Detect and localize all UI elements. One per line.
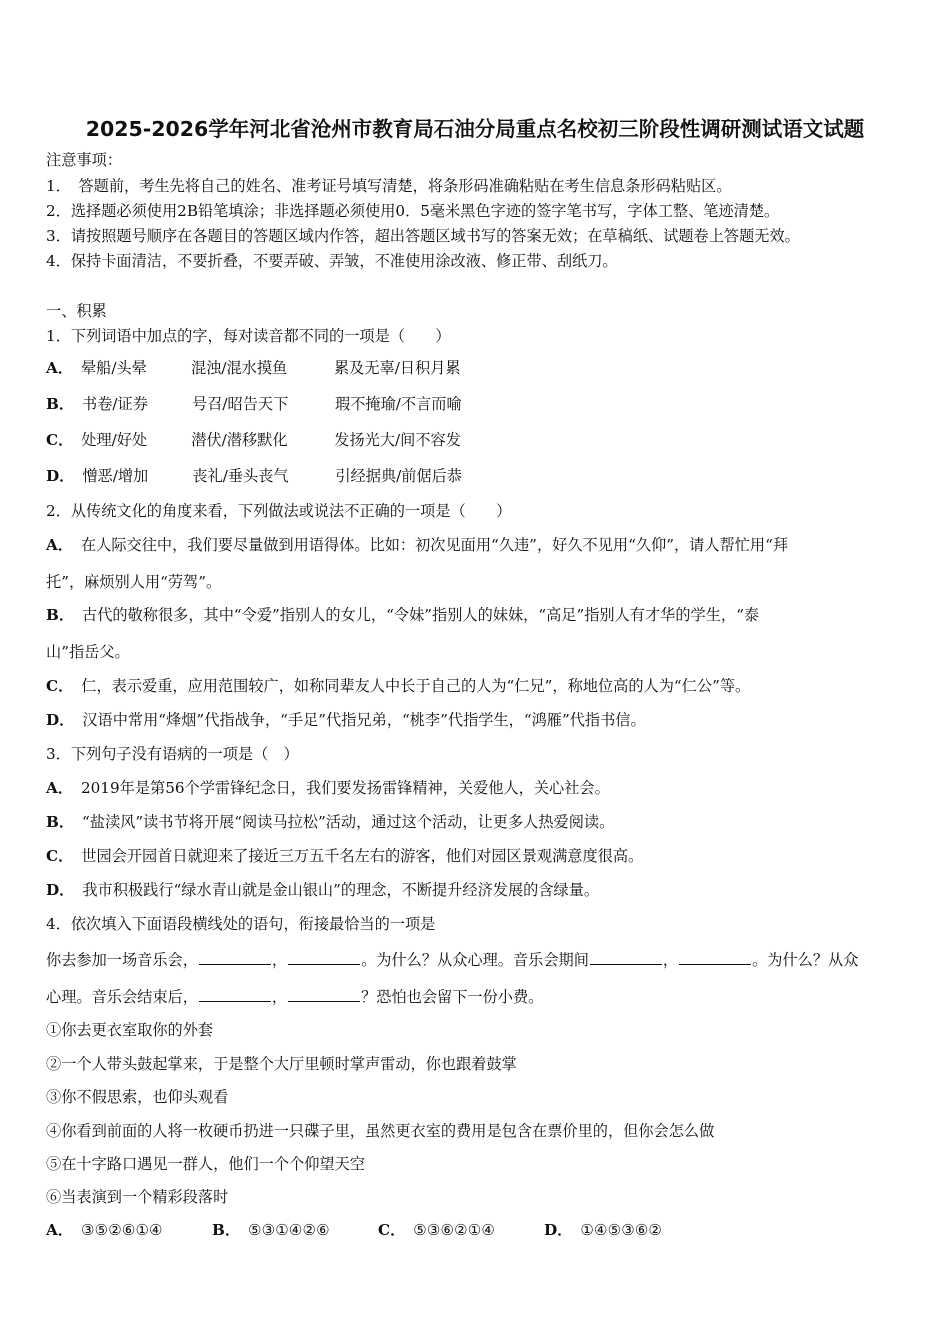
paragraph-text: ， <box>662 951 679 969</box>
option-text: 古代的敬称很多，其中“令爱”指别人的女儿，“令妹”指别人的妹妹，“高足”指别人有才华的学生，“泰 <box>82 606 760 624</box>
option-word-pair: 发扬光大/间不容发 <box>334 431 461 449</box>
q4-sentence-item: ②一个人带头鼓起掌来，于是整个大厅里顿时掌声雷动，你也跟着鼓掌 <box>46 1055 517 1073</box>
fill-blank[interactable] <box>679 950 751 965</box>
q4-paragraph-line-1 <box>46 950 858 970</box>
option-label: A． <box>46 1221 73 1239</box>
q2-option-a[interactable] <box>46 535 788 555</box>
option-label: D． <box>46 711 75 729</box>
option-text: ①④⑤③⑥② <box>580 1221 663 1239</box>
q3-option-c[interactable] <box>46 846 643 866</box>
option-label: C． <box>46 431 74 449</box>
paragraph-text: ？恐怕也会留下一份小费。 <box>361 988 544 1006</box>
option-label: B． <box>212 1221 241 1239</box>
option-text: 汉语中常用“烽烟”代指战争，“手足”代指兄弟，“桃李”代指学生，“鸿雁”代指书信。 <box>82 711 646 729</box>
notice-item: 3．请按照题号顺序在各题目的答题区域内作答，超出答题区域书写的答案无效；在草稿纸、试题卷上答题无效。 <box>46 227 800 245</box>
notice-item: 2．选择题必须使用2B铅笔填涂；非选择题必须使用0．5毫米黑色字迹的签字笔书写，字体工整、笔迹清楚。 <box>46 202 780 220</box>
fill-blank[interactable] <box>199 987 271 1002</box>
option-label: B． <box>46 813 75 831</box>
q4-sentence-item: ④你看到前面的人将一枚硬币扔进一只碟子里，虽然更衣室的费用是包含在票价里的，但你会怎么做 <box>46 1122 715 1140</box>
paragraph-text: 你去参加一场音乐会， <box>46 951 198 969</box>
notice-heading: 注意事项： <box>46 151 122 169</box>
q4-paragraph-line-2 <box>46 987 543 1007</box>
q2-option-d[interactable] <box>46 710 646 730</box>
q1-option-a[interactable] <box>46 358 461 378</box>
option-label: A． <box>46 536 73 554</box>
option-word-pair: 混浊/混水摸鱼 <box>190 359 288 377</box>
q4-sentence-item: ③你不假思索，也仰头观看 <box>46 1088 229 1106</box>
q4-options <box>46 1220 662 1240</box>
fill-blank[interactable] <box>590 950 662 965</box>
option-text: “盐渎风”读书节将开展“阅读马拉松”活动，通过这个活动，让更多人热爱阅读。 <box>82 813 615 831</box>
option-text: ③⑤②⑥①④ <box>80 1221 163 1239</box>
fill-blank[interactable] <box>288 950 360 965</box>
option-text: ⑤③①④②⑥ <box>248 1221 330 1239</box>
q2-option-a-cont: 托”，麻烦别人用“劳驾”。 <box>46 573 222 591</box>
option-label: D． <box>46 467 75 485</box>
option-text: 仁，表示爱重，应用范围较广，如称同辈友人中长于自己的人为“仁兄”，称地位高的人为“仁公”等。 <box>81 677 751 695</box>
q2-option-b[interactable] <box>46 605 759 625</box>
paragraph-text: ， <box>271 988 288 1006</box>
option-word-pair: 晕船/头晕 <box>80 359 147 377</box>
q4-option-c[interactable] <box>378 1220 544 1240</box>
q3-option-a[interactable] <box>46 778 610 798</box>
option-label: B． <box>46 395 75 413</box>
option-word-pair: 累及无辜/日积月累 <box>333 359 461 377</box>
q4-option-a[interactable] <box>46 1220 212 1240</box>
paragraph-text: ， <box>271 951 288 969</box>
q3-option-d[interactable] <box>46 880 599 900</box>
option-label: C． <box>378 1221 406 1239</box>
page-title: 2025-2026学年河北省沧州市教育局石油分局重点名校初三阶段性调研测试语文试题 <box>85 117 865 141</box>
option-label: D． <box>544 1221 573 1239</box>
q1-option-d[interactable] <box>46 466 462 486</box>
paragraph-text: 心理。音乐会结束后， <box>46 988 198 1006</box>
fill-blank[interactable] <box>199 950 271 965</box>
section-heading: 一、积累 <box>46 302 107 320</box>
option-text: 2019年是第56个学雷锋纪念日，我们要发扬雷锋精神，关爱他人，关心社会。 <box>80 779 610 797</box>
question-2-stem: 2．从传统文化的角度来看，下列做法或说法不正确的一项是（ ） <box>46 502 512 520</box>
q4-sentence-item: ①你去更衣室取你的外套 <box>46 1021 214 1039</box>
paragraph-text: 。为什么？从众 <box>752 951 859 969</box>
q4-option-b[interactable] <box>212 1220 378 1240</box>
option-text: 我市积极践行“绿水青山就是金山银山”的理念，不断提升经济发展的含绿量。 <box>82 881 600 899</box>
question-4-stem: 4．依次填入下面语段横线处的语句，衔接最恰当的一项是 <box>46 915 436 933</box>
option-text: 在人际交往中，我们要尽量做到用语得体。比如：初次见面用“久违”，好久不见用“久仰”，请人帮忙用“拜 <box>80 536 789 554</box>
q4-sentence-item: ⑥当表演到一个精彩段落时 <box>46 1188 229 1206</box>
option-word-pair: 处理/好处 <box>81 431 148 449</box>
option-word-pair: 瑕不掩瑜/不言而喻 <box>335 395 462 413</box>
fill-blank[interactable] <box>288 987 360 1002</box>
option-word-pair: 号召/昭告天下 <box>192 395 289 413</box>
question-1-stem: 1．下列词语中加点的字，每对读音都不同的一项是（ ） <box>46 327 451 345</box>
q4-option-d[interactable] <box>544 1220 662 1240</box>
option-label: A． <box>46 779 73 797</box>
q3-option-b[interactable] <box>46 812 614 832</box>
paragraph-text: 。为什么？从众心理。音乐会期间 <box>361 951 589 969</box>
notice-item: 4．保持卡面清洁，不要折叠，不要弄破、弄皱，不准使用涂改液、修正带、刮纸刀。 <box>46 252 618 270</box>
option-word-pair: 丧礼/垂头丧气 <box>192 467 289 485</box>
option-text: ⑤③⑥②①④ <box>413 1221 495 1239</box>
q4-sentence-item: ⑤在十字路口遇见一群人，他们一个个仰望天空 <box>46 1155 365 1173</box>
question-3-stem: 3．下列句子没有语病的一项是（ ） <box>46 745 299 763</box>
option-label: A． <box>46 359 73 377</box>
option-label: C． <box>46 847 74 865</box>
q2-option-b-cont: 山”指岳父。 <box>46 643 130 661</box>
option-text: 世园会开园首日就迎来了接近三万五千名左右的游客，他们对园区景观满意度很高。 <box>81 847 644 865</box>
option-label: C． <box>46 677 74 695</box>
q2-option-c[interactable] <box>46 676 750 696</box>
notice-item: 1． 答题前，考生先将自己的姓名、准考证号填写清楚，将条形码准确粘贴在考生信息条形码粘贴区。 <box>46 177 732 195</box>
option-label: B． <box>46 606 75 624</box>
q1-option-b[interactable] <box>46 394 462 414</box>
option-word-pair: 书卷/证券 <box>82 395 148 413</box>
option-word-pair: 潜伏/潜移默化 <box>191 431 288 449</box>
option-word-pair: 憎恶/增加 <box>82 467 149 485</box>
option-word-pair: 引经据典/前倨后恭 <box>335 467 462 485</box>
option-label: D． <box>46 881 75 899</box>
q1-option-c[interactable] <box>46 430 461 450</box>
